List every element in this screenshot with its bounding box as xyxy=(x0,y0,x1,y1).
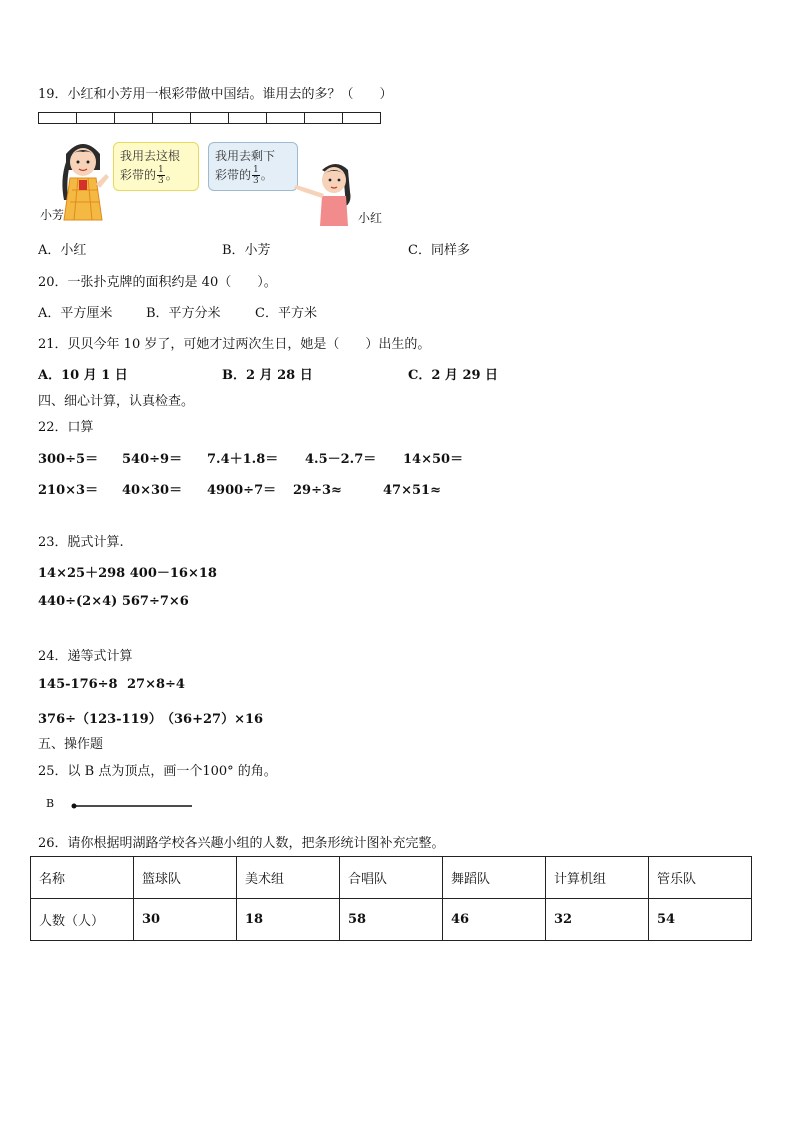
bubble-text-line: 我用去剩下 xyxy=(215,149,276,163)
ribbon-segment xyxy=(77,113,115,123)
q21-question: 21．贝贝今年 10 岁了，可她才过两次生日，她是（ ）出生的。 xyxy=(38,337,431,352)
ribbon-segment xyxy=(267,113,305,123)
table-cell: 美术组 xyxy=(237,857,340,899)
option-b[interactable]: B．小芳 xyxy=(222,243,271,258)
ribbon-segment xyxy=(191,113,229,123)
ribbon-segment xyxy=(115,113,153,123)
name-label-xiaofang: 小芳 xyxy=(40,208,65,222)
q22-row-1 xyxy=(38,448,463,467)
table-cell: 计算机组 xyxy=(546,857,649,899)
option-b[interactable]: B．平方分米 xyxy=(146,306,221,321)
q22-row-2 xyxy=(38,479,441,498)
table-cell: 人数（人） xyxy=(31,899,134,941)
table-cell: 合唱队 xyxy=(340,857,443,899)
fraction-numerator: 1 xyxy=(158,165,164,175)
section-5-heading: 五、操作题 xyxy=(38,737,104,752)
oral-calc-item: 300÷5＝ xyxy=(38,452,99,467)
fraction-one-third xyxy=(157,165,165,186)
q26-question: 26．请你根据明湖路学校各兴趣小组的人数，把条形统计图补充完整。 xyxy=(38,836,445,851)
q22-title: 22．口算 xyxy=(38,420,94,435)
oral-calc-item: 14×50＝ xyxy=(403,452,464,467)
bubble-text: 。 xyxy=(260,168,273,182)
table-header-row xyxy=(31,857,752,899)
q19-question: 19．小红和小芳用一根彩带做中国结。谁用去的多？（ ） xyxy=(38,87,393,102)
q20-question: 20．一张扑克牌的面积约是 40（ ）。 xyxy=(38,275,277,290)
table-cell: 舞蹈队 xyxy=(443,857,546,899)
option-c[interactable]: C．2 月 29 日 xyxy=(408,368,499,383)
step-calc-item: 145-176÷8 xyxy=(38,677,118,692)
fraction-denominator: 3 xyxy=(158,176,164,186)
option-c[interactable]: C．同样多 xyxy=(408,243,470,258)
q23-title: 23．脱式计算. xyxy=(38,535,124,550)
oral-calc-item: 540÷9＝ xyxy=(122,452,183,467)
bubble-text: 彩带的 xyxy=(215,168,252,182)
step-calc-item: 376÷（123-119） xyxy=(38,712,162,727)
option-a[interactable]: A．小红 xyxy=(38,243,87,258)
bubble-text-line xyxy=(215,165,291,186)
step-calc-item: 27×8÷4 xyxy=(127,677,185,692)
oral-calc-item: 47×51≈ xyxy=(383,483,441,498)
ribbon-segment xyxy=(39,113,77,123)
oral-calc-item: 4.5－2.7＝ xyxy=(305,452,377,467)
oral-calc-item: 40×30＝ xyxy=(122,483,183,498)
q24-line-2 xyxy=(38,708,263,727)
table-cell: 54 xyxy=(649,899,752,941)
bubble-text-line xyxy=(120,165,192,186)
oral-calc-item: 7.4＋1.8＝ xyxy=(207,452,279,467)
option-b[interactable]: B．2 月 28 日 xyxy=(222,368,313,383)
step-calc-item: （36+27）×16 xyxy=(161,712,264,727)
option-c[interactable]: C．平方米 xyxy=(255,306,317,321)
table-cell: 管乐队 xyxy=(649,857,752,899)
point-b-label: B xyxy=(46,797,55,810)
table-cell: 名称 xyxy=(31,857,134,899)
oral-calc-item: 4900÷7＝ xyxy=(207,483,277,498)
fraction-numerator: 1 xyxy=(253,165,259,175)
table-cell: 30 xyxy=(134,899,237,941)
q20-options xyxy=(38,302,317,321)
ribbon-segment xyxy=(305,113,343,123)
speech-bubble-xiaohong xyxy=(208,142,298,191)
table-cell: 32 xyxy=(546,899,649,941)
interest-group-table xyxy=(30,856,752,941)
name-label-xiaohong: 小红 xyxy=(358,211,383,225)
option-a[interactable]: A．平方厘米 xyxy=(38,306,113,321)
ray-from-point-b[interactable] xyxy=(66,800,196,812)
ribbon-segment xyxy=(229,113,267,123)
oral-calc-item: 210×3＝ xyxy=(38,483,99,498)
table-cell: 58 xyxy=(340,899,443,941)
table-cell: 18 xyxy=(237,899,340,941)
table-cell: 篮球队 xyxy=(134,857,237,899)
ribbon-segment xyxy=(343,113,380,123)
section-4-heading: 四、细心计算，认真检查。 xyxy=(38,394,195,409)
q23-line-2: 440÷(2×4) 567÷7×6 xyxy=(38,594,189,609)
fraction-one-third xyxy=(252,165,260,186)
q19-options xyxy=(38,239,470,258)
ribbon-diagram xyxy=(38,112,381,124)
girl-xiaohong-illustration xyxy=(290,162,358,226)
bubble-text: 。 xyxy=(165,168,178,182)
q25-question: 25．以 B 点为顶点，画一个100° 的角。 xyxy=(38,764,277,779)
table-cell: 46 xyxy=(443,899,546,941)
table-row xyxy=(31,899,752,941)
q23-line-1: 14×25＋298 400－16×18 xyxy=(38,566,217,581)
bubble-text-line: 我用去这根 xyxy=(120,149,181,163)
oral-calc-item: 29÷3≈ xyxy=(293,483,342,498)
q21-options xyxy=(38,364,498,383)
ribbon-segment xyxy=(153,113,191,123)
speech-bubble-xiaofang xyxy=(113,142,199,191)
q24-line-1 xyxy=(38,677,185,692)
q24-title: 24．递等式计算 xyxy=(38,649,133,664)
option-a[interactable]: A．10 月 1 日 xyxy=(38,368,128,383)
fraction-denominator: 3 xyxy=(253,176,259,186)
bubble-text: 彩带的 xyxy=(120,168,157,182)
